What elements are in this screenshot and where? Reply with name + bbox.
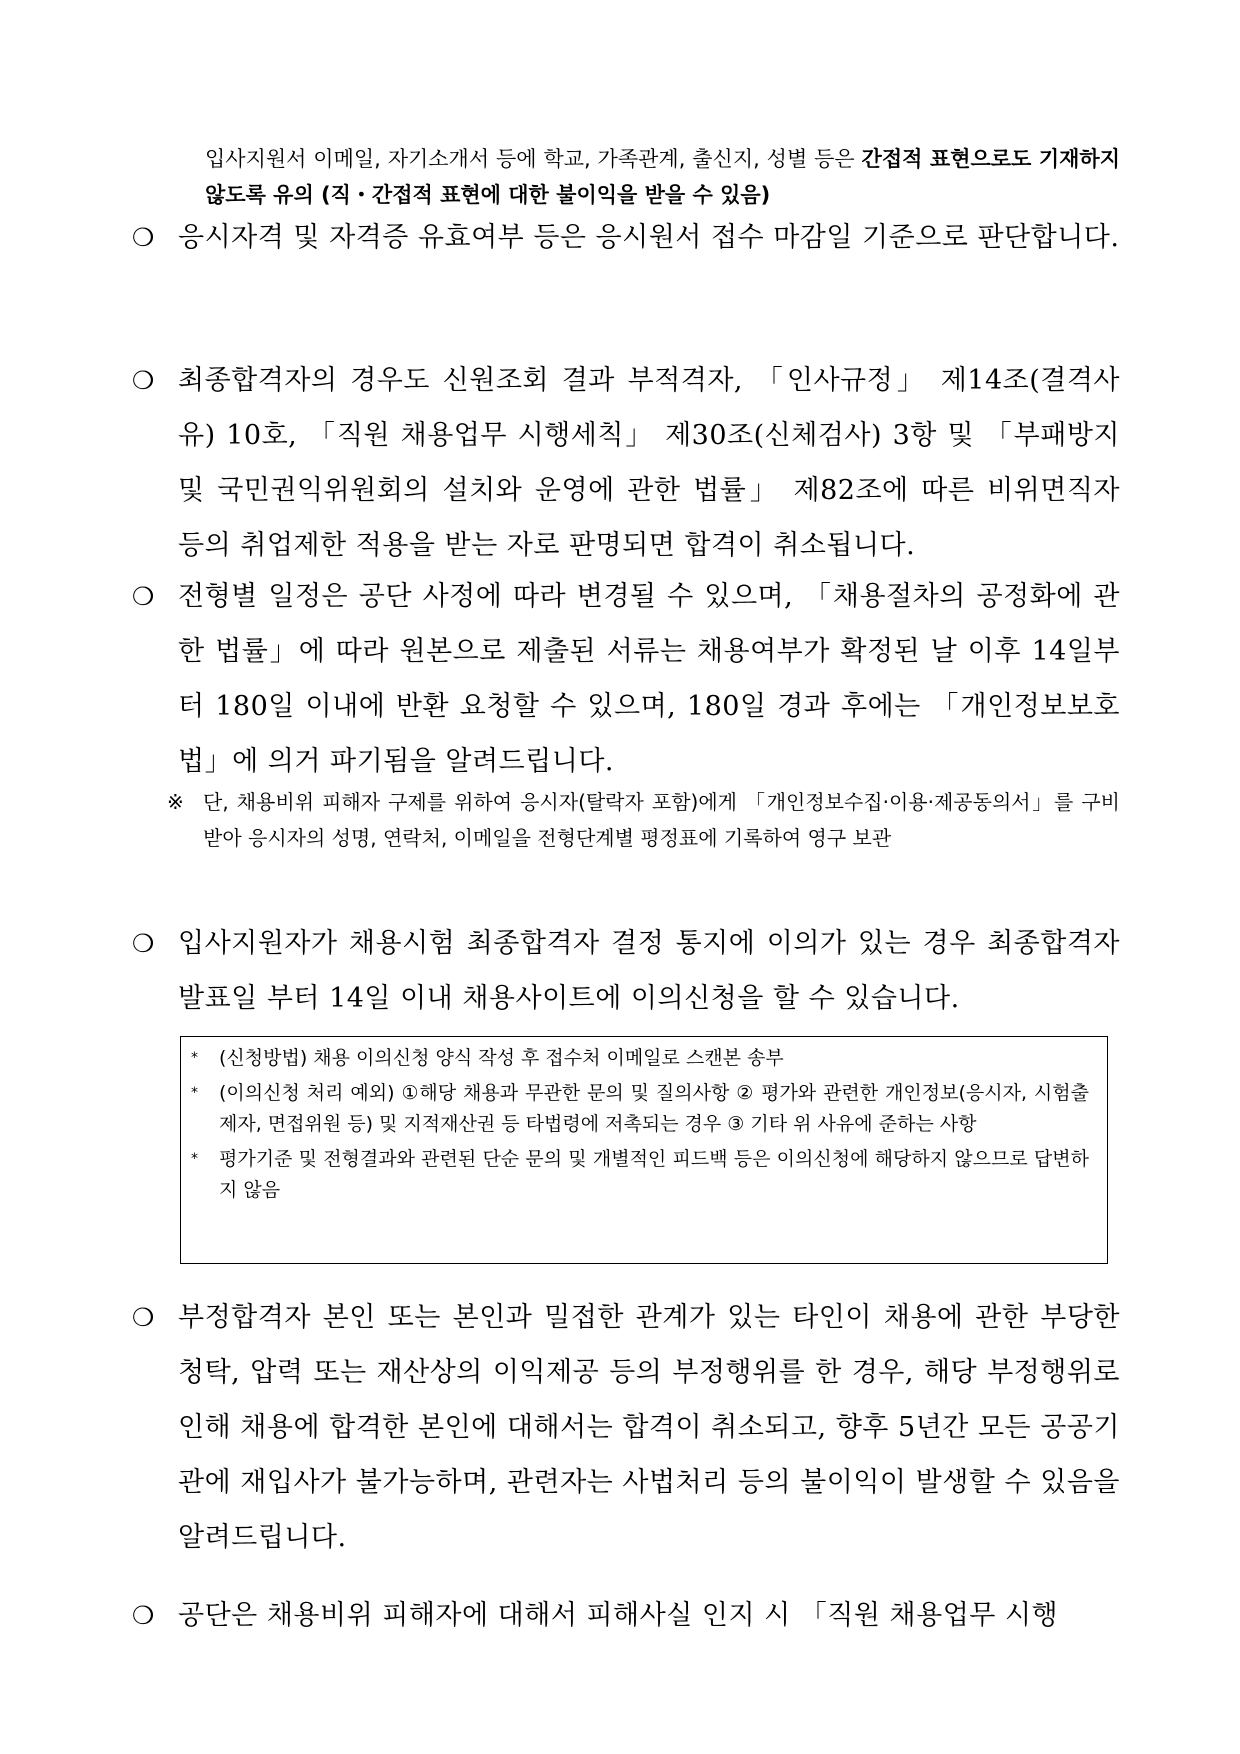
- asterisk-icon: *: [191, 1050, 198, 1066]
- bullet-item-fraud: [132, 1290, 1120, 1565]
- circle-bullet-icon: ❍: [132, 929, 155, 958]
- reference-mark-icon: ※: [167, 790, 184, 814]
- box-item-text: (이의신청 처리 예외) ①해당 채용과 무관한 문의 및 질의사항 ② 평가와 관련한 개인정보(응시자, 시험출제자, 면접위원 등) 및 지적재산권 등 타법령에 저촉되는 경우 ③ 기타 위 사유에 준하는 사항: [219, 1082, 1089, 1135]
- bullet-item-eligibility: [132, 210, 1120, 265]
- intro-text: 입사지원서 이메일, 자기소개서 등에 학교, 가족관계, 출신지, 성별 등은: [205, 147, 862, 171]
- bullet-text: 전형별 일정은 공단 사정에 따라 변경될 수 있으며, 「채용절차의 공정화에 관한 법률」에 따라 원본으로 제출된 서류는 채용여부가 확정된 날 이후 14일부터 180일 이내에 반환 요청할 수 있으며, 180일 경과 후에는 「개인정보보호법」에 의거 파기됨을 알려드립니다.: [178, 581, 1120, 777]
- bullet-item-background-check: [132, 353, 1120, 573]
- bullet-item-objection: [132, 916, 1120, 1026]
- objection-info-box: [180, 1036, 1108, 1264]
- intro-bold-text: 간접적 표현으로도 기재하지 않도록 유의 (직・간접적 표현에 대한 불이익을 받을 수 있음): [205, 147, 1120, 207]
- box-item-method: [191, 1043, 1089, 1074]
- bullet-text: 공단은 채용비위 피해자에 대해서 피해사실 인지 시 「직원 채용업무 시행: [178, 1600, 1059, 1631]
- box-item-text: 평가기준 및 전형결과와 관련된 단순 문의 및 개별적인 피드백 등은 이의신청에 해당하지 않으므로 답변하지 않음: [219, 1148, 1089, 1201]
- box-item-no-response: [191, 1144, 1089, 1206]
- bullet-text: 입사지원자가 채용시험 최종합격자 결정 통지에 이의가 있는 경우 최종합격자 발표일 부터 14일 이내 채용사이트에 이의신청을 할 수 있습니다.: [178, 928, 1120, 1014]
- bullet-item-victim-relief: [132, 1588, 1120, 1643]
- bullet-item-schedule: [132, 569, 1120, 789]
- circle-bullet-icon: ❍: [132, 1601, 155, 1630]
- bullet-text: 최종합격자의 경우도 신원조회 결과 부적격자, 「인사규정」 제14조(결격사유) 10호, 「직원 채용업무 시행세칙」 제30조(신체검사) 3항 및 「부패방지 및 국민권익위원회의 설치와 운영에 관한 법률」 제82조에 따른 비위면직자 등의 취업제한 적용을 받는 자로 판명되면 합격이 취소됩니다.: [178, 365, 1120, 561]
- box-item-exceptions: [191, 1078, 1089, 1140]
- box-item-text: (신청방법) 채용 이의신청 양식 작성 후 접수처 이메일로 스캔본 송부: [219, 1047, 784, 1069]
- intro-paragraph: [205, 141, 1120, 213]
- circle-bullet-icon: ❍: [132, 1303, 155, 1332]
- note-text: 단, 채용비위 피해자 구제를 위하여 응시자(탈락자 포함)에게 「개인정보수집·이용·제공동의서」를 구비받아 응시자의 성명, 연락처, 이메일을 전형단계별 평정표에 기록하여 영구 보관: [203, 790, 1120, 850]
- asterisk-icon: *: [191, 1085, 198, 1101]
- asterisk-icon: *: [191, 1151, 198, 1167]
- circle-bullet-icon: ❍: [132, 366, 155, 395]
- bullet-text: 응시자격 및 자격증 유효여부 등은 응시원서 접수 마감일 기준으로 판단합니다.: [178, 222, 1120, 253]
- circle-bullet-icon: ❍: [132, 582, 155, 611]
- bullet-text: 부정합격자 본인 또는 본인과 밀접한 관계가 있는 타인이 채용에 관한 부당한 청탁, 압력 또는 재산상의 이익제공 등의 부정행위를 한 경우, 해당 부정행위로 인해 채용에 합격한 본인에 대해서는 합격이 취소되고, 향후 5년간 모든 공공기관에 재입사가 불가능하며, 관련자는 사법처리 등의 불이익이 발생할 수 있음을 알려드립니다.: [178, 1302, 1120, 1553]
- note-paragraph: [167, 784, 1120, 856]
- circle-bullet-icon: ❍: [132, 223, 155, 252]
